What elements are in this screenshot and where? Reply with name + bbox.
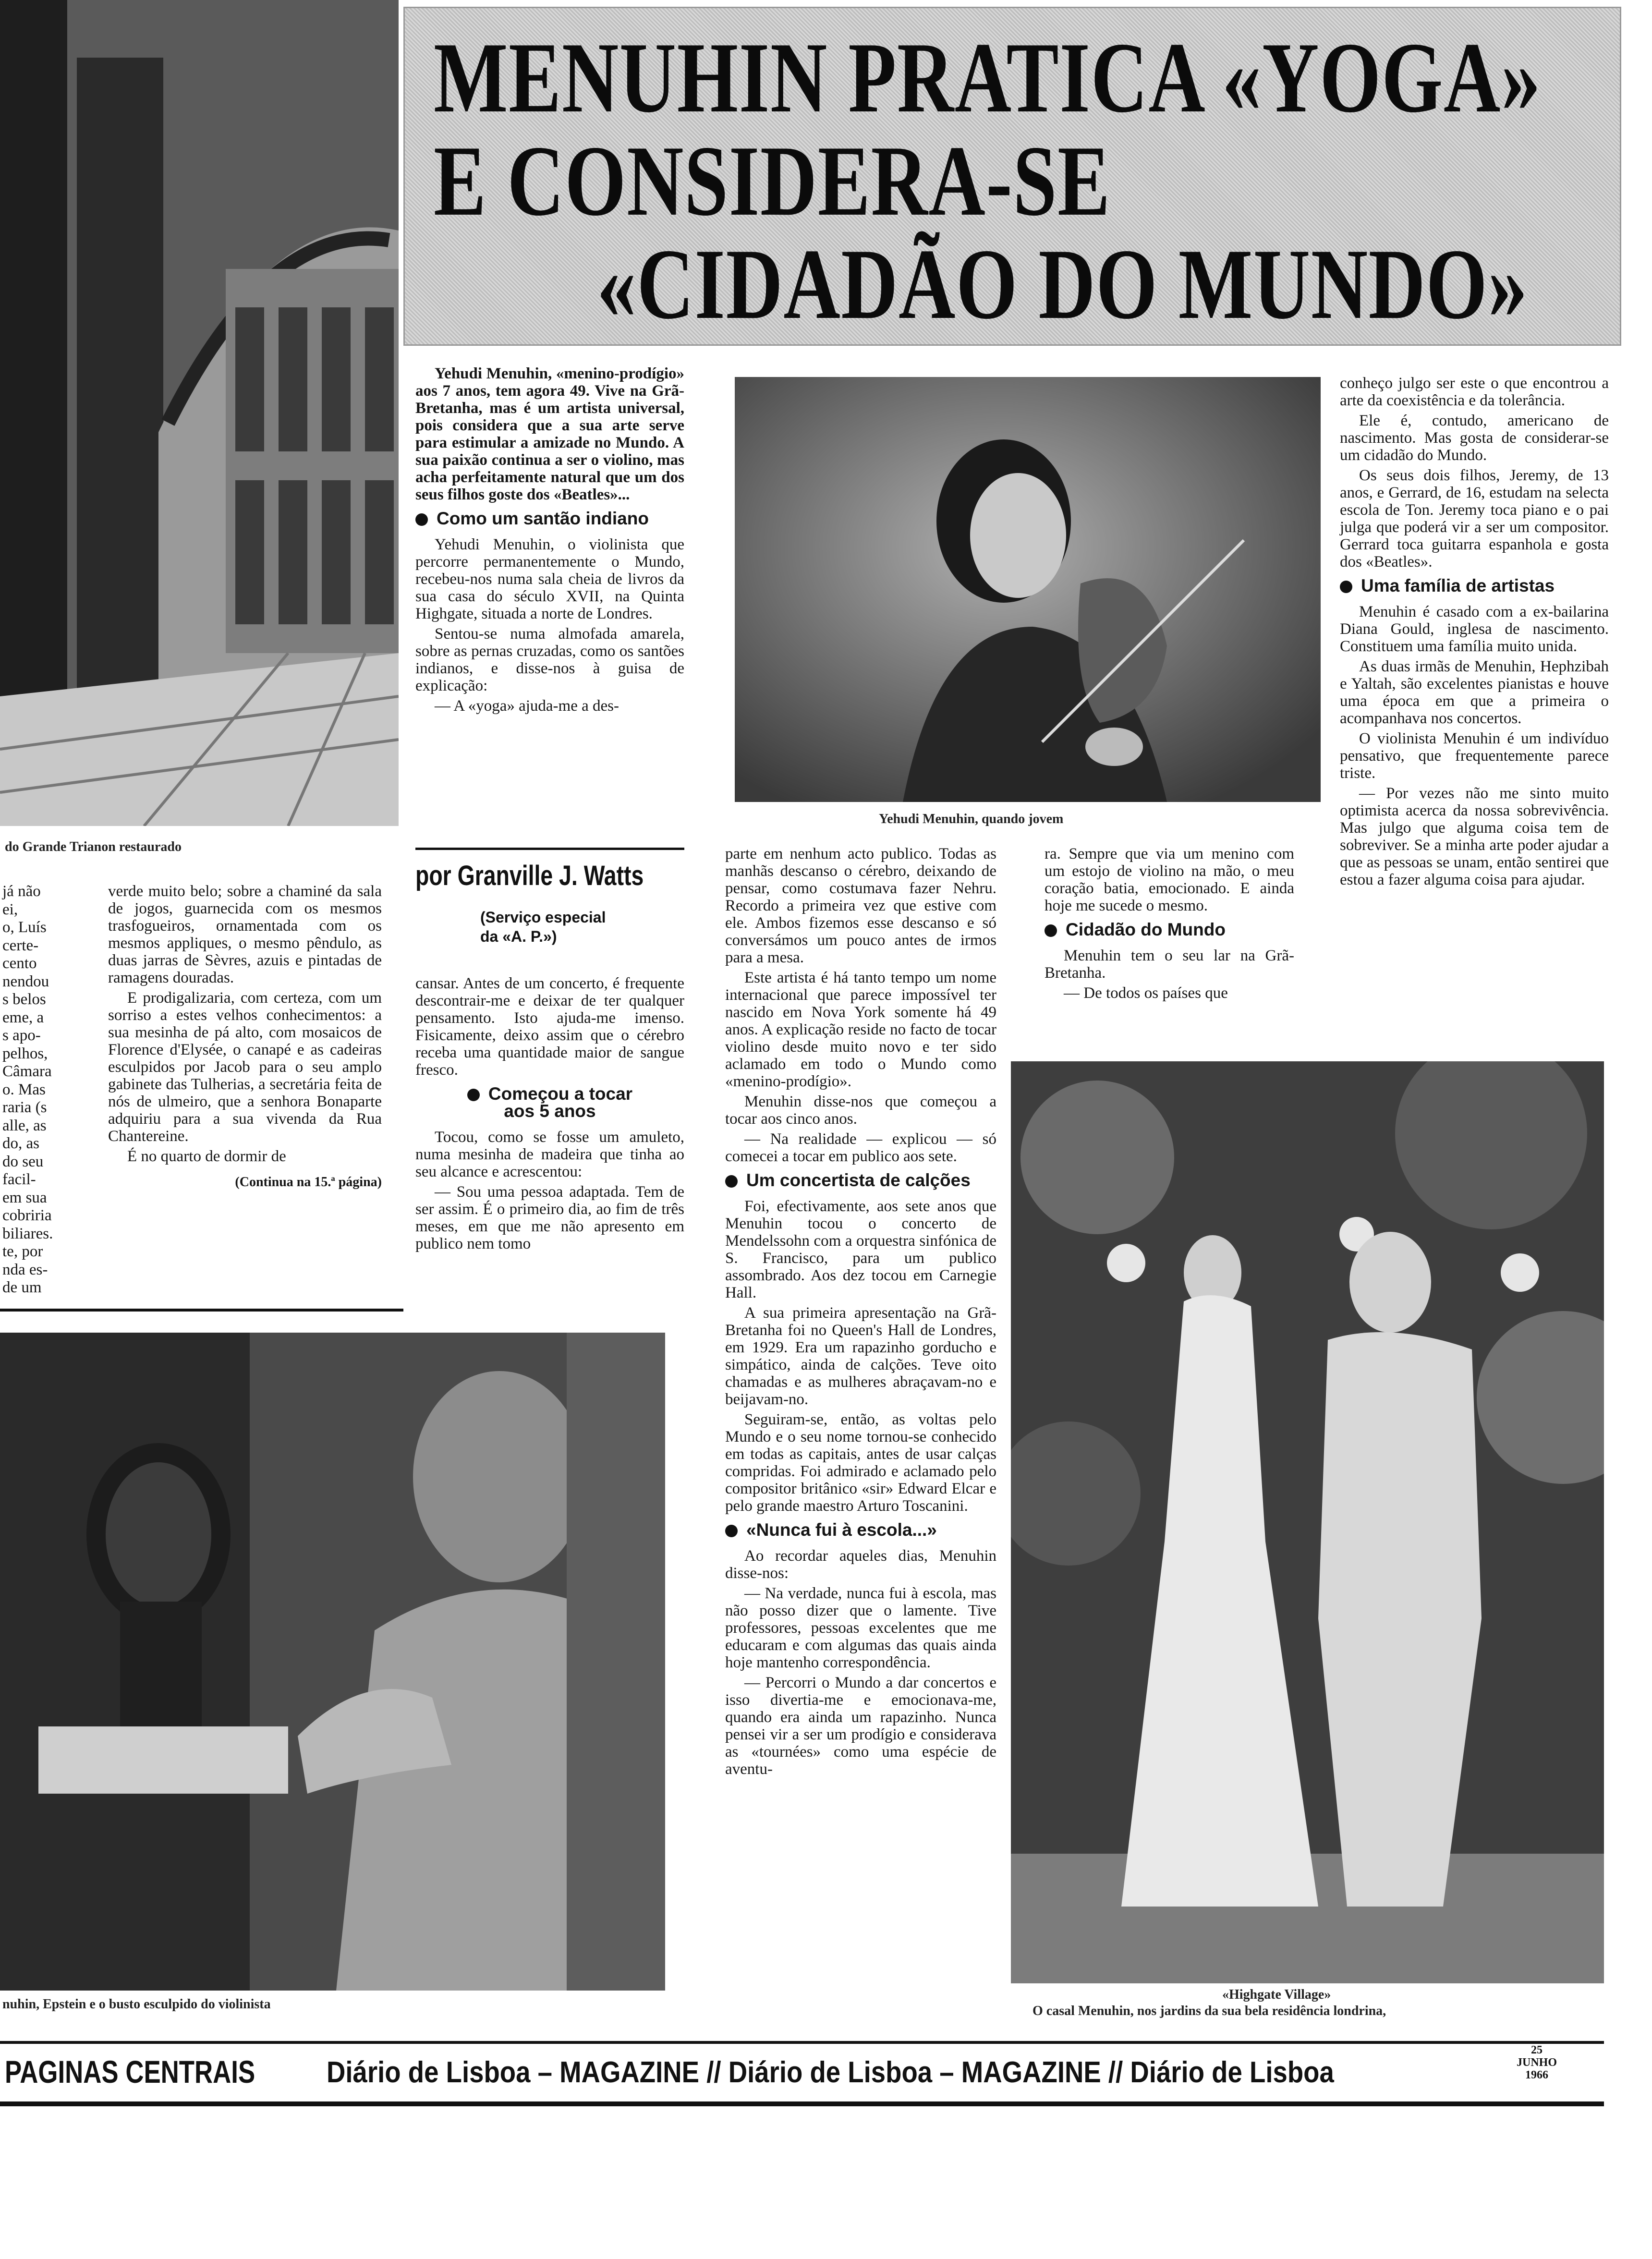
subheading-cidadao: [1045, 921, 1294, 938]
fragment-line: s apo-: [2, 1027, 41, 1044]
paragraph: Foi, efectivamente, aos sete anos que Menuhin tocou o concerto de Mendelssohn com a orquestra sinfónica de S. Francisco, para um publico assombrado. Aos dez tocou em Carnegie Hall.: [725, 1198, 996, 1301]
paragraph: ra. Sempre que via um menino com um estojo de violino na mão, o meu coração batia, emocionado. E ainda hoje me sucede o mesmo.: [1045, 845, 1294, 914]
paragraph: — Sou uma pessoa adaptada. Tem de ser assim. É o primeiro dia, ao fim de três meses, em que me não apresento em publico nem tomo: [415, 1183, 684, 1252]
subheading-text: aos 5 anos: [504, 1101, 596, 1121]
fragment-line: ei,: [2, 900, 18, 918]
paragraph: verde muito belo; sobre a chaminé da sala de jogos, guarnecida com os mesmos trasfogueiros, ornamentada com os mesmos appliques, o mesmo pêndulo, as duas jarras de Sèvres, azuis e pintadas de ramagens douradas.: [108, 883, 382, 986]
paragraph: Menuhin é casado com a ex-bailarina Diana Gould, inglesa de nascimento. Constituem uma família muito unida.: [1340, 603, 1609, 655]
fragment-line: do seu: [2, 1153, 44, 1170]
date-year: 1966: [1525, 2069, 1548, 2081]
continua-note: (Continua na 15.ª página): [235, 1175, 382, 1190]
paragraph: As duas irmãs de Menuhin, Hephzibah e Yaltah, são excelentes pianistas e houve uma época em que a primeira o acompanhava nos concertos.: [1340, 658, 1609, 727]
caption-epstein-bust: nuhin, Epstein e o busto esculpido do violinista: [2, 1997, 271, 2012]
paragraph: — Percorri o Mundo a dar concertos e isso divertia-me e emocionava-me, quando era ainda um rapazinho. Nunca pensei vir a ser um prodígio e considerava as «tournées» como uma espécie de aventu-: [725, 1674, 996, 1778]
fragment-line: do, as: [2, 1135, 39, 1152]
paragraph: E prodigalizaria, com certeza, com um sorriso a estes velhos conhecimentos: a sua mesinha de pá alto, com mosaicos de Florence d'Elysée, o canapé e as cadeiras esculpidos por Jacob para o seu amplo gabinete das Tulherias, a secretária feita de nós de ulmeiro, que a senhora Bonaparte adquiriu para a sua vivenda da Rua Chantereine.: [108, 989, 382, 1145]
fragment-line: alle, as: [2, 1117, 47, 1134]
fragment-line: s belos: [2, 991, 46, 1008]
left-second-column: [108, 883, 382, 1191]
fragment-line: nendou: [2, 972, 49, 990]
article-column-6: [1340, 375, 1609, 891]
paragraph: parte em nenhum acto publico. Todas as manhãs descanso o cérebro, deixando de pensar, como costumava fazer Nehru. Recordo a primeira vez que estive com ele. Ambos fizemos esse descanso e só conversámos um pouco antes de irmos para a mesa.: [725, 845, 996, 966]
paragraph: Menuhin tem o seu lar na Grã-Bretanha.: [1045, 947, 1294, 982]
paragraph: Ao recordar aqueles dias, Menuhin disse-nos:: [725, 1547, 996, 1582]
rule-byline: [415, 848, 684, 850]
paragraph: cansar. Antes de um concerto, é frequente descontrair-me e deixar de ter qualquer pensamento. Isto ajuda-me imenso. Fisicamente, deixo assim que o cérebro receba uma quantidade maior de sangue fresco.: [415, 975, 684, 1079]
photo-young-menuhin: [735, 377, 1321, 802]
article-column-4: [725, 845, 996, 1781]
caption-grand-trianon: do Grande Trianon restaurado: [5, 839, 182, 854]
paragraph: Ele é, contudo, americano de nascimento. Mas gosta de considerar-se um cidadão do Mundo.: [1340, 412, 1609, 464]
subheading-santao: [415, 510, 684, 527]
paragraph: Yehudi Menuhin, o violinista que percorre permanentemente o Mundo, recebeu-nos numa sala cheia de livros da sua casa do século XVII, na Quinta Highgate, situada a norte de Londres.: [415, 536, 684, 622]
subheading-comecou: [415, 1085, 684, 1120]
service-line-2: da «A. P.»): [480, 928, 557, 945]
paragraph: — Por vezes não me sinto muito optimista acerca da nossa sobrevivência. Mas julgo que alguma coisa tem de sobreviver. Se a minha arte poder ajudar a que as pessoas se unam, então sentirei que estou a fazer alguma coisa para ajudar.: [1340, 785, 1609, 888]
fragment-line: Câmara: [2, 1063, 52, 1080]
fragment-line: cobriria: [2, 1207, 52, 1224]
masthead: Diário de Lisboa – MAGAZINE // Diário de Lisboa – MAGAZINE // Diário de Lisboa: [327, 2056, 1334, 2089]
bullet-icon: [1045, 924, 1057, 937]
paragraph: Tocou, como se fosse um amuleto, numa mesinha de madeira que tinha ao seu alcance e acrescentou:: [415, 1129, 684, 1180]
byline: por Granville J. Watts: [415, 860, 644, 891]
paragraph: conheço julgo ser este o que encontrou a arte da coexistência e da tolerância.: [1340, 375, 1609, 409]
paragraph: Seguiram-se, então, as voltas pelo Mundo e o seu nome tornou-se conhecido em todas as capitais, antes de usar calças compridas. Foi admirado e aclamado pelo compositor britânico «sir» Edward Elcar e pelo grande maestro Arturo Toscanini.: [725, 1411, 996, 1515]
paragraph: Sentou-se numa almofada amarela, sobre as pernas cruzadas, como os santões indianos, e disse-nos à guisa de explicação:: [415, 625, 684, 694]
date-month: JUNHO: [1517, 2056, 1557, 2069]
paragraph: — Na verdade, nunca fui à escola, mas não posso dizer que o lamente. Tive professores, pessoas excelentes que me educaram e com algumas das quais ainda hoje mantenho correspondência.: [725, 1585, 996, 1671]
paragraph: Este artista é há tanto tempo um nome internacional que parece impossível ter nascido em Nova York somente há 49 anos. A explicação reside no facto de tocar violino desde muito novo e ter sido aclamado em todo o Mundo como «menino-prodígio».: [725, 969, 996, 1090]
paragraph: A sua primeira apresentação na Grã-Bretanha foi no Queen's Hall de Londres, em 1929. Era um rapazinho gorducho e simpático, ainda de calções. Teve oito chamadas e as mulheres abraçavam-no e beijavam-no.: [725, 1304, 996, 1408]
bullet-icon: [467, 1089, 480, 1101]
left-fragment-column: [2, 883, 89, 1297]
fragment-line: raria (s: [2, 1099, 47, 1116]
bust-illustration: [0, 1333, 665, 1991]
headline-line-1: MENUHIN PRATICA «YOGA»: [434, 22, 1542, 134]
paragraph: O violinista Menuhin é um indivíduo pensativo, que frequentemente parece triste.: [1340, 730, 1609, 782]
fragment-line: cento: [2, 955, 37, 972]
caption-couple-title: «Highgate Village»: [1222, 1987, 1331, 2002]
caption-couple: O casal Menuhin, nos jardins da sua bela residência londrina,: [1032, 2004, 1386, 2018]
photo-grand-trianon: [0, 0, 399, 826]
photo-menuhin-couple: [1011, 1061, 1604, 1983]
section-label: PAGINAS CENTRAIS: [5, 2054, 255, 2089]
paragraph: É no quarto de dormir de: [127, 1148, 286, 1165]
article-column-3: [415, 365, 684, 717]
fragment-line: nda es-: [2, 1261, 48, 1278]
article-column-5: [1045, 845, 1294, 1005]
subheading-familia: [1340, 577, 1609, 595]
fragment-line: eme, a: [2, 1008, 44, 1026]
paragraph: Os seus dois filhos, Jeremy, de 13 anos, e Gerrard, de 16, estudam na selecta escola de Ton. Jeremy toca piano e o pai julga que poderá vir a ser um compositor. Gerrard toca guitarra espanhola e gosta dos «Beatles».: [1340, 467, 1609, 571]
caption-young-menuhin: Yehudi Menuhin, quando jovem: [879, 812, 1064, 826]
fragment-line: de um: [2, 1279, 42, 1296]
headline-line-3: «CIDADÃO DO MUNDO»: [597, 229, 1528, 340]
date-day: 25: [1531, 2044, 1543, 2056]
fragment-line: em sua: [2, 1189, 47, 1206]
fragment-line: te, por: [2, 1243, 43, 1260]
trianon-illustration: [0, 0, 399, 826]
headline-line-2: E CONSIDERA-SE: [434, 125, 1111, 237]
fragment-line: biliares.: [2, 1225, 53, 1242]
bullet-icon: [1340, 581, 1352, 593]
fragment-line: certe-: [2, 936, 39, 954]
service-note: [480, 908, 606, 946]
rule-left: [0, 1309, 403, 1312]
paragraph: — A «yoga» ajuda-me a des-: [435, 697, 619, 715]
subheading-text: Uma família de artistas: [1361, 576, 1555, 595]
subheading-text: Começou a tocar: [488, 1084, 633, 1104]
fragment-line: já não: [2, 883, 41, 900]
subheading-text: Um concertista de calções: [746, 1170, 971, 1190]
fragment-line: o. Mas: [2, 1081, 46, 1098]
article-column-3-cont: [415, 975, 684, 1255]
subheading-text: Cidadão do Mundo: [1066, 920, 1226, 939]
issue-date: [1508, 2044, 1566, 2081]
paragraph: Menuhin disse-nos que começou a tocar aos cinco anos.: [725, 1093, 996, 1128]
subheading-escola: [725, 1521, 996, 1539]
bullet-icon: [415, 513, 428, 526]
bullet-icon: [725, 1525, 738, 1537]
paragraph: — De todos os países que: [1064, 984, 1228, 1002]
subheading-text: «Nunca fui à escola...»: [746, 1520, 937, 1540]
fragment-line: o, Luís: [2, 919, 47, 936]
headline-box: [403, 7, 1621, 346]
service-line-1: (Serviço especial: [480, 909, 606, 926]
subheading-calcoes: [725, 1172, 996, 1189]
paragraph: — Na realidade — explicou — só comecei a tocar em publico aos sete.: [725, 1130, 996, 1165]
photo-epstein-bust: [0, 1333, 665, 1991]
fragment-line: facil-: [2, 1171, 36, 1188]
fragment-line: pelhos,: [2, 1044, 48, 1062]
intro-paragraph: Yehudi Menuhin, «menino-prodígio» aos 7 anos, tem agora 49. Vive na Grã-Bretanha, mas é um artista universal, pois considera que a sua arte serve para estimular a amizade no Mundo. A sua paixão continua a ser o violino, mas acha perfeitamente natural que um dos seus filhos goste dos «Beatles»...: [415, 365, 684, 503]
bullet-icon: [725, 1175, 738, 1188]
subheading-text: Como um santão indiano: [437, 509, 649, 528]
young-menuhin-illustration: [735, 377, 1321, 802]
footer-bar: [0, 2041, 1604, 2106]
couple-illustration: [1011, 1061, 1604, 1983]
